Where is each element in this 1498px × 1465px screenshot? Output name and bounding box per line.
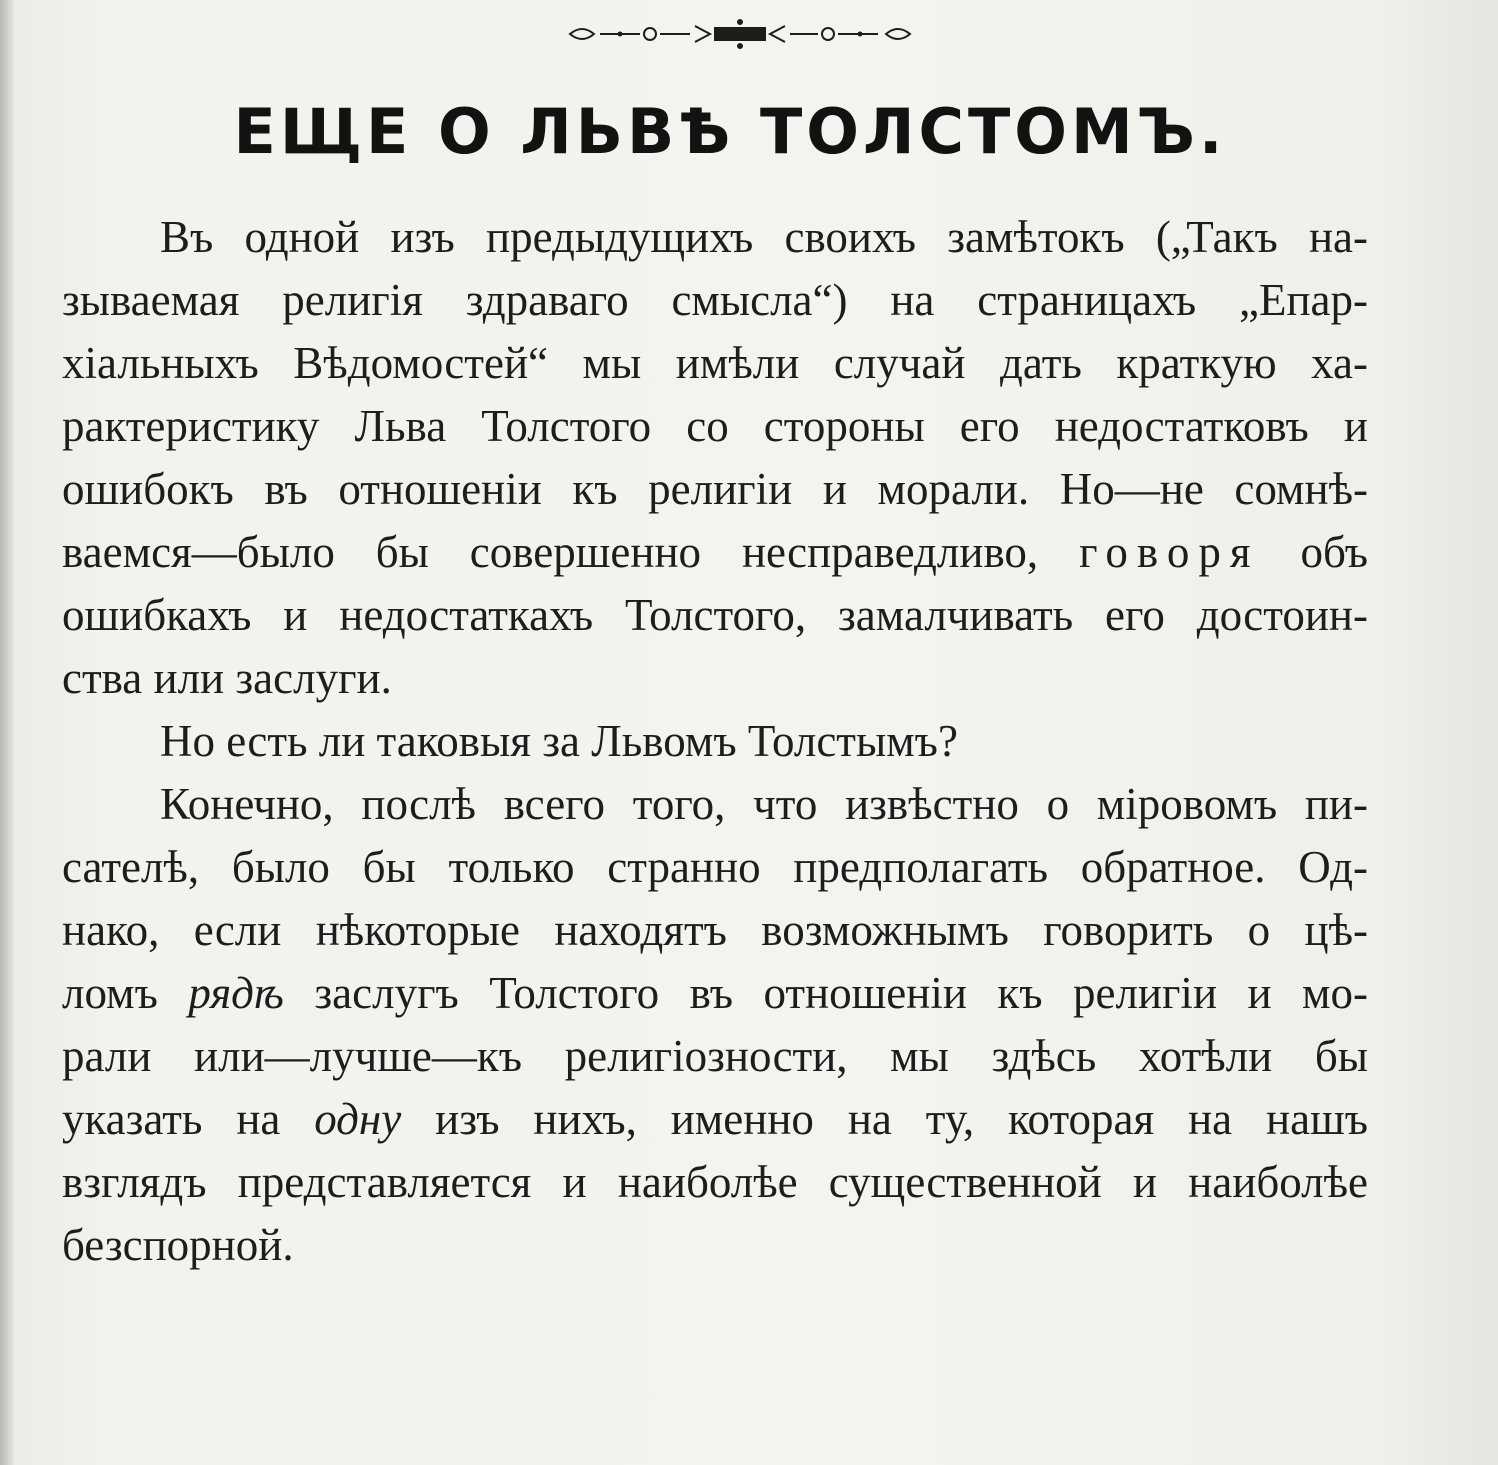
spaced-emphasis: говоря — [1079, 527, 1260, 577]
text-line — [62, 963, 1368, 1023]
text-line — [62, 522, 1368, 582]
text-line: рали или—лучше—къ религіозности, мы здѣсь хотѣли бы — [62, 1031, 1368, 1081]
text-line: нако, если нѣкоторые находятъ возможнымъ говорить о цѣ- — [62, 905, 1368, 955]
page-gutter-shadow — [0, 0, 14, 1465]
text-line: сателѣ, было бы только странно предполагать обратное. Од- — [62, 842, 1368, 892]
text-segment: объ — [1300, 527, 1368, 577]
text-line: Но есть ли таковыя за Львомъ Толстымъ? — [160, 716, 958, 766]
text-line: зываемая религія здраваго смысла“) на страницахъ „Епар- — [62, 275, 1368, 325]
text-line: рактеристику Льва Толстого со стороны его недостатковъ и — [62, 401, 1368, 451]
text-line: хіальныхъ Вѣдомостей“ мы имѣли случай дать краткую ха- — [62, 338, 1368, 388]
italic-emphasis: рядѣ — [188, 968, 284, 1018]
decorative-divider-ornament — [560, 12, 920, 56]
text-line: ошибокъ въ отношеніи къ религіи и морали. Но—не сомнѣ- — [62, 464, 1368, 514]
text-segment: заслугъ Толстого въ отношеніи къ религіи и мо- — [314, 968, 1368, 1018]
text-line — [62, 1089, 1368, 1149]
text-line: безспорной. — [62, 1220, 294, 1270]
page-edge-shade — [1380, 0, 1498, 1465]
text-segment: указать на — [62, 1094, 281, 1144]
text-line: ства или заслуги. — [62, 653, 392, 703]
text-line: ошибкахъ и недостаткахъ Толстого, замалчивать его достоин- — [62, 590, 1368, 640]
text-segment: ваемся—было бы совершенно несправедливо, — [62, 527, 1039, 577]
text-segment: изъ нихъ, именно на ту, которая на нашъ — [435, 1094, 1368, 1144]
article-title: ЕЩЕ О ЛЬВѢ ТОЛСТОМЪ. — [233, 95, 1227, 168]
text-line: взглядъ представляется и наиболѣе существенной и наиболѣе — [62, 1157, 1368, 1207]
text-segment: ломъ — [62, 968, 158, 1018]
italic-emphasis: одну — [314, 1094, 402, 1144]
text-line: Въ одной изъ предыдущихъ своихъ замѣтокъ („Такъ на- — [160, 212, 1368, 262]
text-line: Конечно, послѣ всего того, что извѣстно о міровомъ пи- — [160, 779, 1368, 829]
